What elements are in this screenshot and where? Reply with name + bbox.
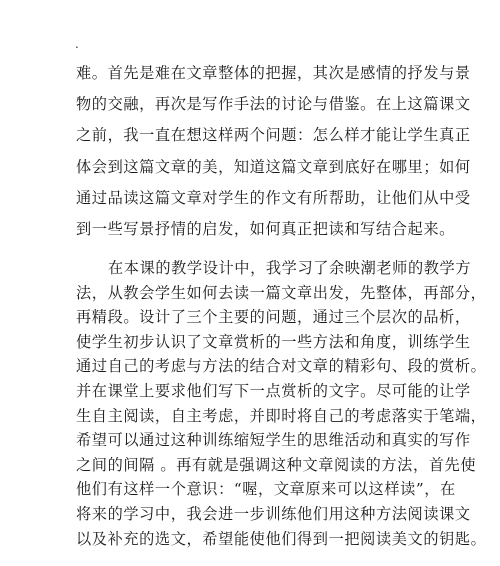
paragraph2-line-8: 希望可以通过这种训练缩短学生的思维活动和真实的写作 bbox=[76, 431, 471, 450]
paragraph2-line-3: 再精段。设计了三个主要的问题，通过三个层次的品析， bbox=[76, 308, 471, 327]
paragraph1-line-1: 难。首先是难在文章整体的把握，其次是感情的抒发与景 bbox=[76, 64, 471, 82]
paragraph2-line-5: 通过自己的考虑与方法的结合对文章的精彩句、段的赏析。 bbox=[76, 357, 487, 376]
paragraph1-line-2: 物的交融，再次是写作手法的讨论与借鉴。在上这篇课文 bbox=[76, 95, 471, 114]
paragraph1-line-5: 通过品读这篇文章对学生的作文有所帮助，让他们从中受 bbox=[76, 188, 471, 207]
paragraph2-line-9: 之间的间隔 。再有就是强调这种文章阅读的方法，首先使 bbox=[76, 455, 477, 474]
paragraph2-line-12: 以及补充的选文，希望能使他们得到一把阅读美文的钥匙。 bbox=[76, 529, 487, 548]
paragraph1-line-6: 到一些写景抒情的启发，如何真正把读和写结合起来。 bbox=[76, 220, 455, 238]
paragraph1-line-4: 体会到这篇文章的美，知道这篇文章到底好在哪里；如何 bbox=[76, 157, 471, 176]
paragraph2-line-7: 生自主阅读，自主考虑，并即时将自己的考虑落实于笔端， bbox=[76, 406, 487, 425]
paragraph2-line-2: 法，从教会学生如何去读一篇文章出发，先整体，再部分， bbox=[76, 283, 487, 302]
lead-mark: . bbox=[75, 37, 79, 51]
paragraph1-line-3: 之前，我一直在想这样两个问题：怎么样才能让学生真正 bbox=[76, 126, 471, 145]
paragraph2-line-11: 将来的学习中，我会进一步训练他们用这种方法阅读课文 bbox=[76, 505, 471, 523]
paragraph2-line-1: 在本课的教学设计中，我学习了余映潮老师的教学方 bbox=[108, 259, 472, 277]
paragraph2-line-4: 使学生初步认识了文章赏析的一些方法和角度，训练学生 bbox=[76, 332, 471, 351]
paragraph2-line-10: 他们有这样一个意识：“喔，文章原来可以这样读”，在 bbox=[76, 480, 456, 499]
paragraph2-line-6: 并在课堂上要求他们写下一点赏析的文字。尽可能的让学 bbox=[76, 382, 471, 400]
